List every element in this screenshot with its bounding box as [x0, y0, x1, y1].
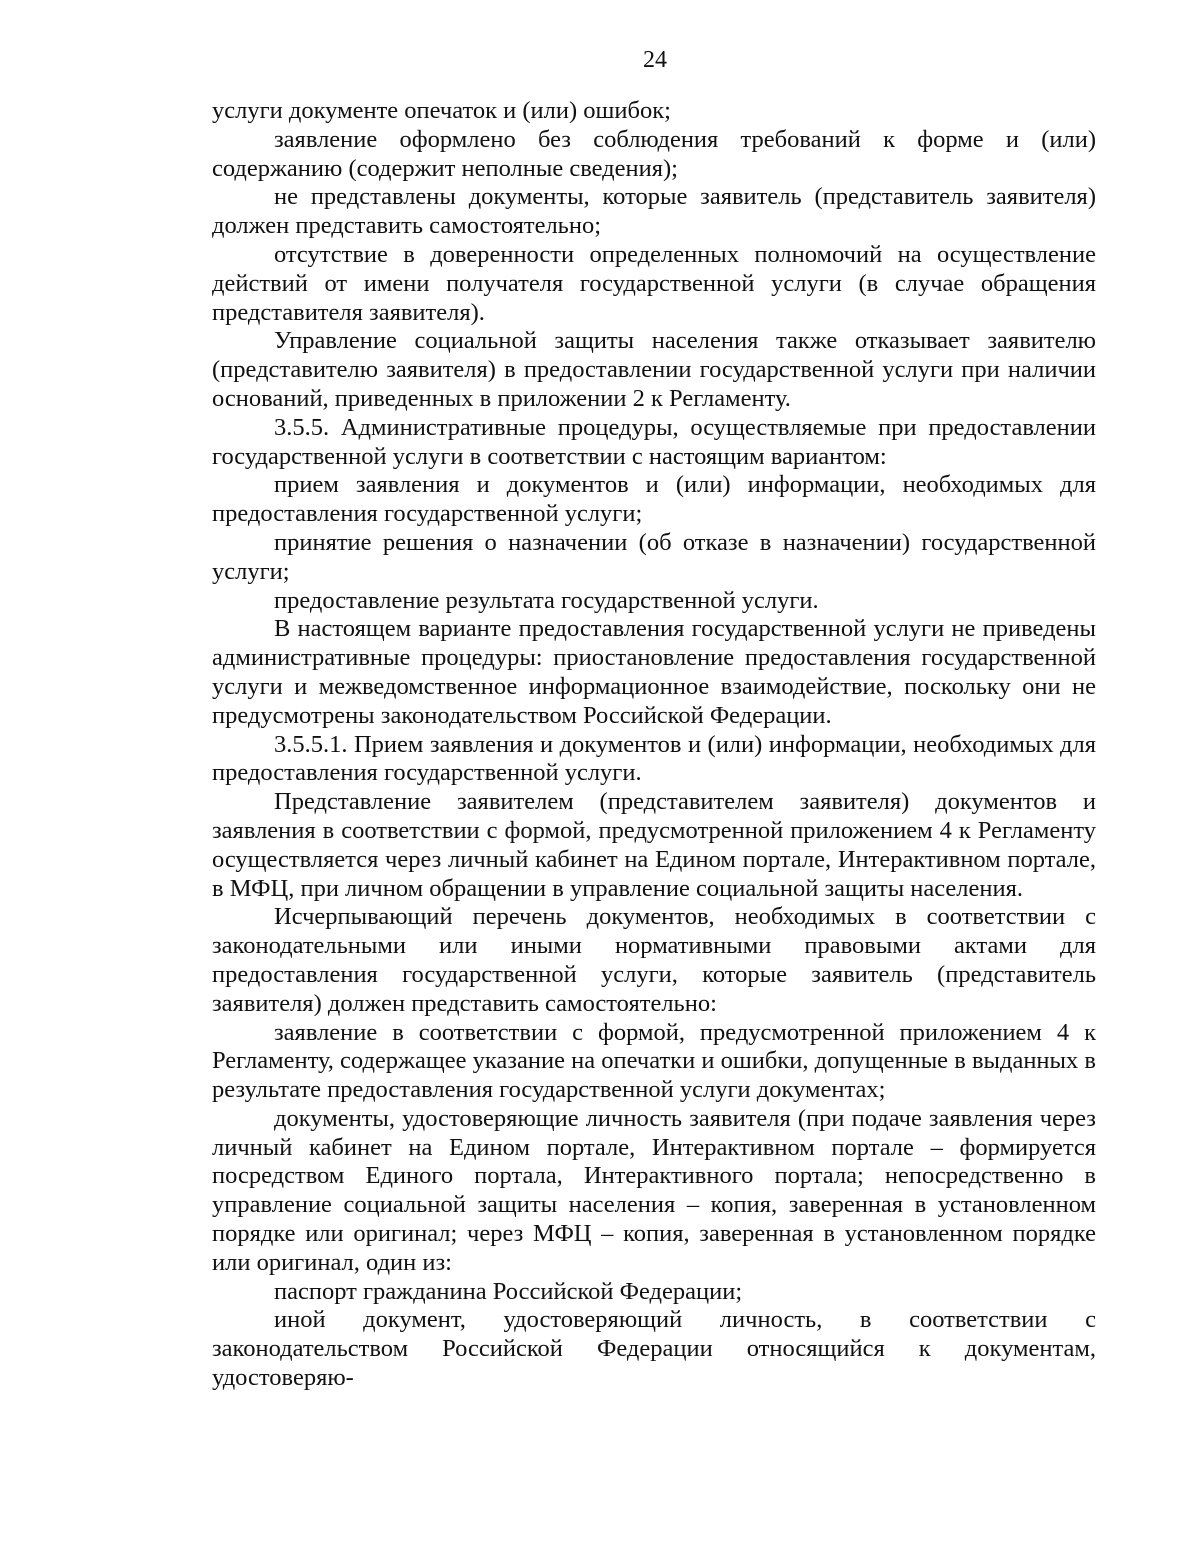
- paragraph: В настоящем варианте предоставления государственной услуги не приведены административные процедуры: приостановление предоставления государственной услуги и межведомственное информационное взаимодействие, поскольку они не предусмотрены законодательством Российской Федерации.: [212, 615, 1096, 729]
- paragraph: заявление оформлено без соблюдения требований к форме и (или) содержанию (содержит неполные сведения);: [212, 125, 1096, 182]
- paragraph: иной документ, удостоверяющий личность, в соответствии с законодательством Российской Федерации относящийся к документам, удостоверяю-: [212, 1306, 1096, 1392]
- paragraph: не представлены документы, которые заявитель (представитель заявителя) должен представить самостоятельно;: [212, 183, 1096, 240]
- page-number: 24: [643, 47, 667, 73]
- paragraph: предоставление результата государственной услуги.: [274, 586, 819, 614]
- paragraph: принятие решения о назначении (об отказе в назначении) государственной услуги;: [212, 528, 1096, 585]
- paragraph: отсутствие в доверенности определенных полномочий на осуществление действий от имени получателя государственной услуги (в случае обращения представителя заявителя).: [212, 240, 1096, 326]
- paragraph: заявление в соответствии с формой, предусмотренной приложением 4 к Регламенту, содержащее указание на опечатки и ошибки, допущенные в выданных в результате предоставления государственной услуги документах;: [212, 1018, 1096, 1104]
- document-body: [212, 97, 1096, 1393]
- paragraph: Исчерпывающий перечень документов, необходимых в соответствии с законодательными или иными нормативными правовыми актами для предоставления государственной услуги, которые заявитель (представитель заявителя) должен представить самостоятельно:: [212, 903, 1096, 1017]
- paragraph: 3.5.5. Административные процедуры, осуществляемые при предоставлении государственной услуги в соответствии с настоящим вариантом:: [212, 413, 1096, 470]
- paragraph: Управление социальной защиты населения также отказывает заявителю (представителю заявителя) в предоставлении государственной услуги при наличии оснований, приведенных в приложении 2 к Регламенту.: [212, 327, 1096, 412]
- paragraph: Представление заявителем (представителем заявителя) документов и заявления в соответствии с формой, предусмотренной приложением 4 к Регламенту осуществляется через личный кабинет на Едином портале, Интерактивном портале, в МФЦ, при личном обращении в управление социальной защиты населения.: [212, 788, 1096, 902]
- paragraph: паспорт гражданина Российской Федерации;: [274, 1277, 743, 1305]
- paragraph: документы, удостоверяющие личность заявителя (при подаче заявления через личный кабинет на Едином портале, Интерактивном портале – формируется посредством Единого портала, Интерактивного портала; непосредственно в управление социальной защиты населения – копия, заверенная в установленном порядке или оригинал; через МФЦ – копия, заверенная в установленном порядке или оригинал, один из:: [212, 1104, 1096, 1276]
- paragraph: услуги документе опечаток и (или) ошибок;: [212, 97, 671, 124]
- paragraph: прием заявления и документов и (или) информации, необходимых для предоставления государственной услуги;: [212, 471, 1096, 528]
- paragraph: 3.5.5.1. Прием заявления и документов и (или) информации, необходимых для предоставления государственной услуги.: [212, 730, 1096, 787]
